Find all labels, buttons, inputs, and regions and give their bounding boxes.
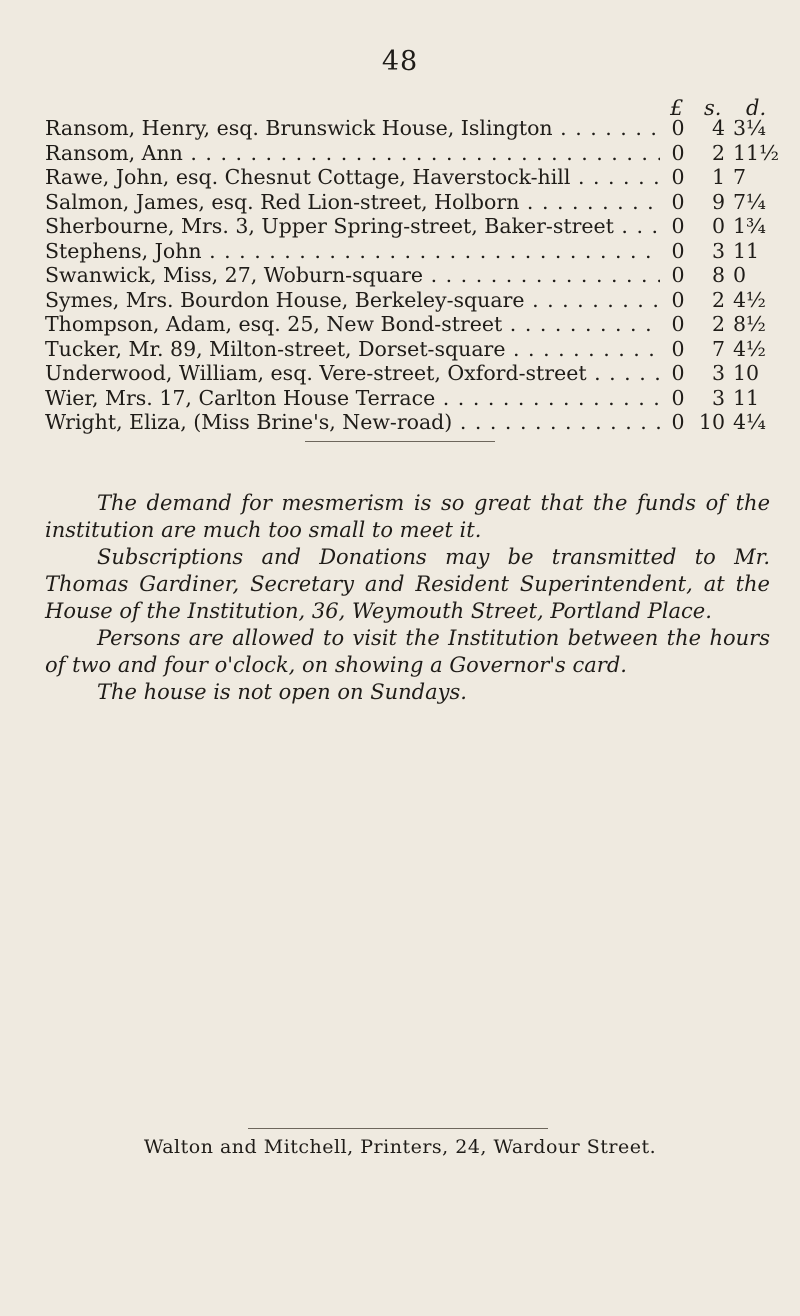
footer-divider [248, 1128, 548, 1129]
amount-shillings: 2 [711, 287, 725, 312]
visiting-paragraph: Persons are allowed to visit the Institution between the hours of two and four o'clock, on showing a Governor's card. [45, 626, 770, 677]
subscriptions-paragraph: Subscriptions and Donations may be transmitted to Mr. Thomas Gardiner, Secretary and Resident Superintendent, at the House of the Institution, 36, Weymouth Street, Portland Place. [45, 545, 770, 623]
subscriber-row [45, 337, 770, 362]
amount-pence: 0 [733, 263, 747, 287]
amount-shillings: 4 [711, 116, 725, 140]
subscriber-name: Wier, Mrs. 17, Carlton House Terrace . . . [45, 386, 660, 411]
amount-shillings: 3 [711, 361, 725, 385]
amount-pounds: 0 [671, 238, 685, 263]
amount-pounds: 0 [671, 361, 685, 385]
page-number: 48 [381, 46, 419, 77]
subscriber-row [45, 116, 770, 141]
amount-pence: 4¼ [733, 410, 766, 434]
subscriber-row [45, 361, 770, 386]
amount-pence: 11 [733, 385, 760, 410]
subscriber-name: Underwood, William, esq. Vere-street, Oxford-street . . . [45, 361, 660, 386]
amount-pounds: 0 [671, 336, 685, 361]
subscriber-name: Thompson, Adam, esq. 25, New Bond-street . . . [45, 312, 660, 337]
amount-pence: 10 [733, 361, 760, 385]
subscriber-row [45, 312, 770, 337]
amount-pounds: 0 [671, 165, 685, 189]
amount-pounds: 0 [671, 410, 685, 434]
subscriber-row [45, 288, 770, 313]
amount-pounds: 0 [671, 189, 685, 214]
sundays-paragraph: The house is not open on Sundays. [97, 680, 467, 704]
printer-imprint: Walton and Mitchell, Printers, 24, Wardour Street. [143, 1136, 657, 1158]
institution-notice [45, 484, 770, 706]
amount-shillings: 3 [711, 238, 725, 263]
subscriber-row [45, 190, 770, 215]
amount-pence: 4½ [733, 336, 766, 361]
amount-pounds: 0 [671, 312, 685, 336]
amount-pounds: 0 [671, 263, 685, 287]
subscriber-row [45, 239, 770, 264]
subscriber-name: Tucker, Mr. 89, Milton-street, Dorset-square . . . [45, 337, 660, 362]
amount-shillings: 1 [711, 165, 725, 189]
amount-pence: 7¼ [733, 189, 766, 214]
subscriber-name: Ransom, Henry, esq. Brunswick House, Islington . . . [45, 116, 660, 141]
amount-shillings: 0 [711, 214, 725, 238]
subscriber-name: Ransom, Ann . . . [45, 141, 660, 166]
amount-shillings: 2 [711, 140, 725, 165]
amount-pence: 11 [733, 238, 760, 263]
subscriber-name: Rawe, John, esq. Chesnut Cottage, Haverstock-hill . . . [45, 165, 660, 190]
subscriber-row [45, 165, 770, 190]
amount-pence: 11½ [733, 140, 779, 165]
subscriber-list [45, 116, 779, 435]
amount-pence: 3¼ [733, 116, 766, 140]
subscriber-row [45, 263, 770, 288]
pence-header: d. [746, 96, 767, 120]
amount-pounds: 0 [671, 287, 685, 312]
subscriber-name: Stephens, John . . . [45, 239, 660, 264]
section-divider [305, 441, 495, 442]
amount-pounds: 0 [671, 214, 685, 238]
amount-shillings: 10 [698, 410, 725, 434]
amount-pounds: 0 [671, 385, 685, 410]
subscriber-name: Sherbourne, Mrs. 3, Upper Spring-street, Baker-street . . . [45, 214, 660, 239]
amount-shillings: 8 [711, 263, 725, 287]
pounds-header: £ [670, 96, 684, 120]
amount-shillings: 9 [711, 189, 725, 214]
subscriber-row [45, 410, 770, 435]
amount-pence: 1¾ [733, 214, 766, 238]
amount-pounds: 0 [671, 140, 685, 165]
subscriber-row [45, 214, 770, 239]
subscriber-row [45, 140, 779, 166]
amount-shillings: 3 [711, 385, 725, 410]
subscriber-name: Swanwick, Miss, 27, Woburn-square . . . [45, 263, 660, 288]
demand-paragraph: The demand for mesmerism is so great that the funds of the institution are much too small to meet it. [45, 491, 770, 542]
amount-shillings: 2 [711, 312, 725, 336]
subscriber-row [45, 386, 770, 411]
amount-pence: 7 [733, 165, 747, 189]
subscriber-name: Symes, Mrs. Bourdon House, Berkeley-square . . . [45, 288, 660, 313]
amount-pounds: 0 [671, 116, 685, 140]
amount-pence: 8½ [733, 312, 766, 336]
amount-pence: 4½ [733, 287, 766, 312]
subscriber-name: Salmon, James, esq. Red Lion-street, Holborn . . . [45, 190, 660, 215]
amount-shillings: 7 [711, 336, 725, 361]
subscriber-name: Wright, Eliza, (Miss Brine's, New-road) . . . [45, 410, 660, 435]
shillings-header: s. [704, 96, 722, 120]
